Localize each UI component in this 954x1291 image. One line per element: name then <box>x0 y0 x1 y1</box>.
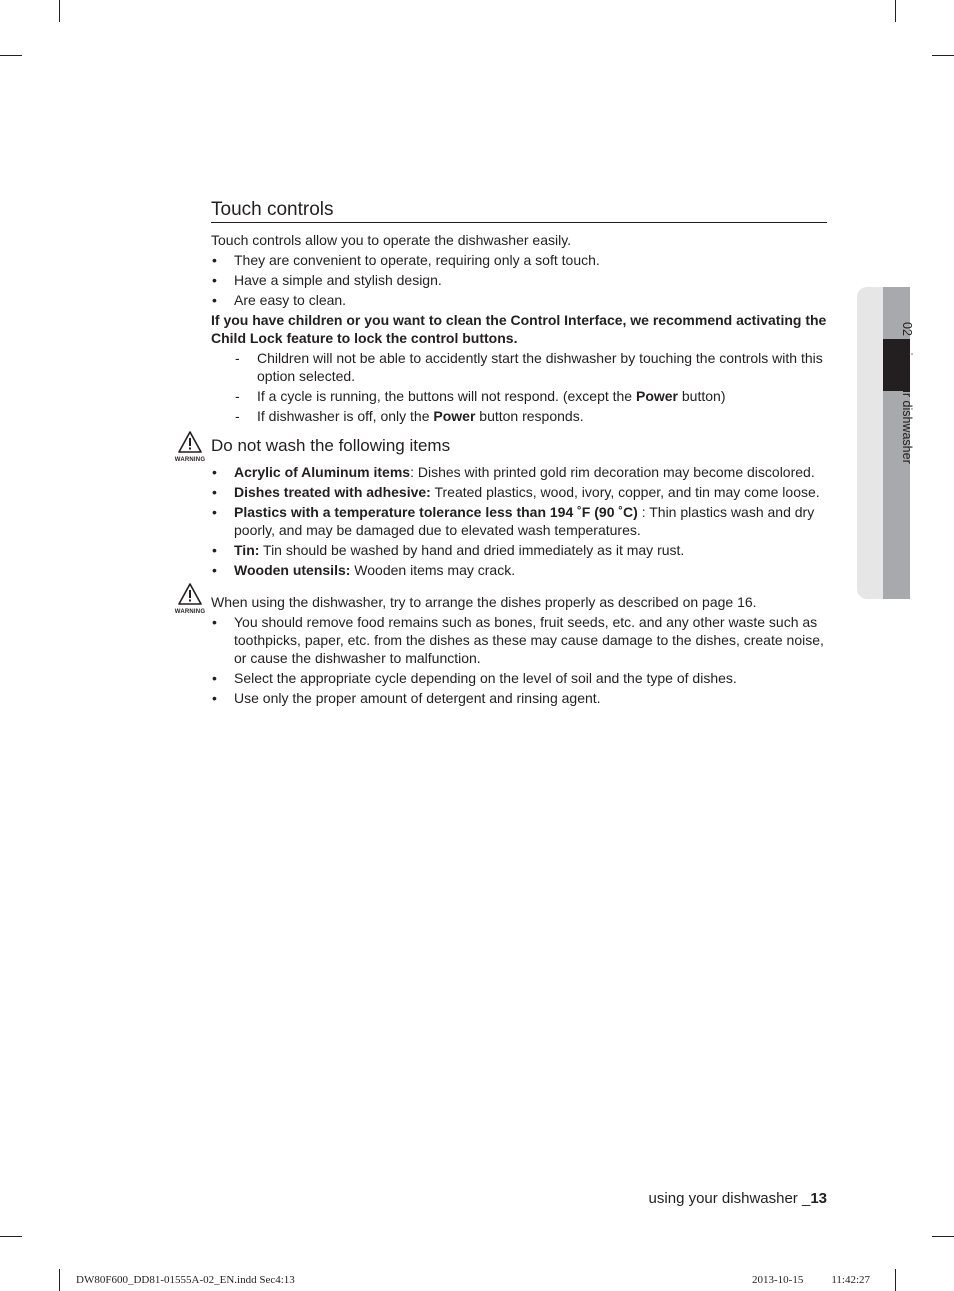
crop-mark <box>932 55 954 56</box>
crop-mark <box>59 1269 60 1291</box>
page-number: 13 <box>810 1190 827 1207</box>
bullet-icon: • <box>212 542 217 558</box>
page-footer <box>649 1190 827 1207</box>
list-item: • Acrylic of Aluminum items: Dishes with printed gold rim decoration may become discolored. <box>212 464 815 480</box>
intro-text: Touch controls allow you to operate the dishwasher easily. <box>211 232 572 248</box>
warning-label: WARNING <box>174 457 206 463</box>
crop-mark <box>0 55 22 56</box>
section-title-touch-controls: Touch controls <box>211 199 334 220</box>
print-slug-timestamp <box>752 1274 870 1286</box>
power-button-label: Power <box>433 408 476 424</box>
list-item: - Children will not be able to accidently start the dishwasher by touching the controls with this option selected. <box>235 350 823 384</box>
list-item: - If dishwasher is off, only the Power button responds. <box>235 408 584 424</box>
bullet-icon: • <box>212 292 217 308</box>
usage-lead-text: When using the dishwasher, try to arrange the dishes properly as described on page 16. <box>211 594 757 610</box>
list-item: • You should remove food remains such as bones, fruit seeds, etc. and any other waste such as toothpicks, paper, etc. from the dishes as these may cause damage to the dishes, create noise, or cause the dishwasher to malfunction. <box>212 614 824 666</box>
chapter-tab-label: 02 using your dishwasher <box>900 322 914 464</box>
print-date: 2013-10-15 <box>752 1274 804 1286</box>
warning-icon <box>171 431 209 463</box>
bullet-icon: • <box>212 464 217 480</box>
crop-mark <box>895 1269 896 1291</box>
print-slug-file: DW80F600_DD81-01555A-02_EN.indd Sec4:13 <box>76 1274 295 1286</box>
bullet-icon: • <box>212 690 217 706</box>
bullet-icon: • <box>212 252 217 268</box>
bullet-icon: • <box>212 670 217 686</box>
warning-block-do-not-wash <box>174 435 827 579</box>
do-not-wash-list <box>211 463 827 579</box>
bullet-icon: • <box>212 562 217 578</box>
bullet-icon: • <box>212 272 217 288</box>
warning-icon <box>171 583 209 615</box>
crop-mark <box>0 1236 22 1237</box>
section-title-do-not-wash: Do not wash the following items <box>211 436 451 455</box>
usage-list <box>211 613 827 707</box>
list-item: • Select the appropriate cycle depending on the level of soil and the type of dishes. <box>212 670 737 686</box>
section-heading-rule <box>211 198 827 223</box>
child-lock-details <box>211 349 827 425</box>
feature-list <box>211 251 827 309</box>
child-lock-note: If you have children or you want to clean the Control Interface, we recommend activating the Child Lock feature to lock the control buttons. <box>211 312 827 346</box>
list-item: • Wooden utensils: Wooden items may crack. <box>212 562 516 578</box>
list-item: • Have a simple and stylish design. <box>212 272 442 288</box>
print-time: 11:42:27 <box>831 1274 871 1286</box>
page-content <box>174 198 827 709</box>
crop-mark <box>59 0 60 22</box>
warning-block-usage <box>174 593 827 707</box>
list-item: • Use only the proper amount of detergent and rinsing agent. <box>212 690 601 706</box>
bullet-icon: • <box>212 614 217 630</box>
bullet-icon: • <box>212 484 217 500</box>
warning-label: WARNING <box>174 609 206 615</box>
list-item: • They are convenient to operate, requiring only a soft touch. <box>212 252 600 268</box>
power-button-label: Power <box>635 388 678 404</box>
list-item: • Dishes treated with adhesive: Treated plastics, wood, ivory, copper, and tin may come loose. <box>212 484 820 500</box>
list-item: - If a cycle is running, the buttons will not respond. (except the Power button) <box>235 388 726 404</box>
footer-text: using your dishwasher _ <box>648 1190 811 1207</box>
list-item: • Plastics with a temperature tolerance less than 194 ˚F (90 ˚C) : Thin plastics wash and dry poorly, and may be damaged due to elevated wash temperatures. <box>212 504 815 538</box>
bullet-icon: • <box>212 504 217 520</box>
list-item: • Are easy to clean. <box>212 292 347 308</box>
crop-mark <box>932 1236 954 1237</box>
list-item: • Tin: Tin should be washed by hand and dried immediately as it may rust. <box>212 542 685 558</box>
crop-mark <box>895 0 896 22</box>
